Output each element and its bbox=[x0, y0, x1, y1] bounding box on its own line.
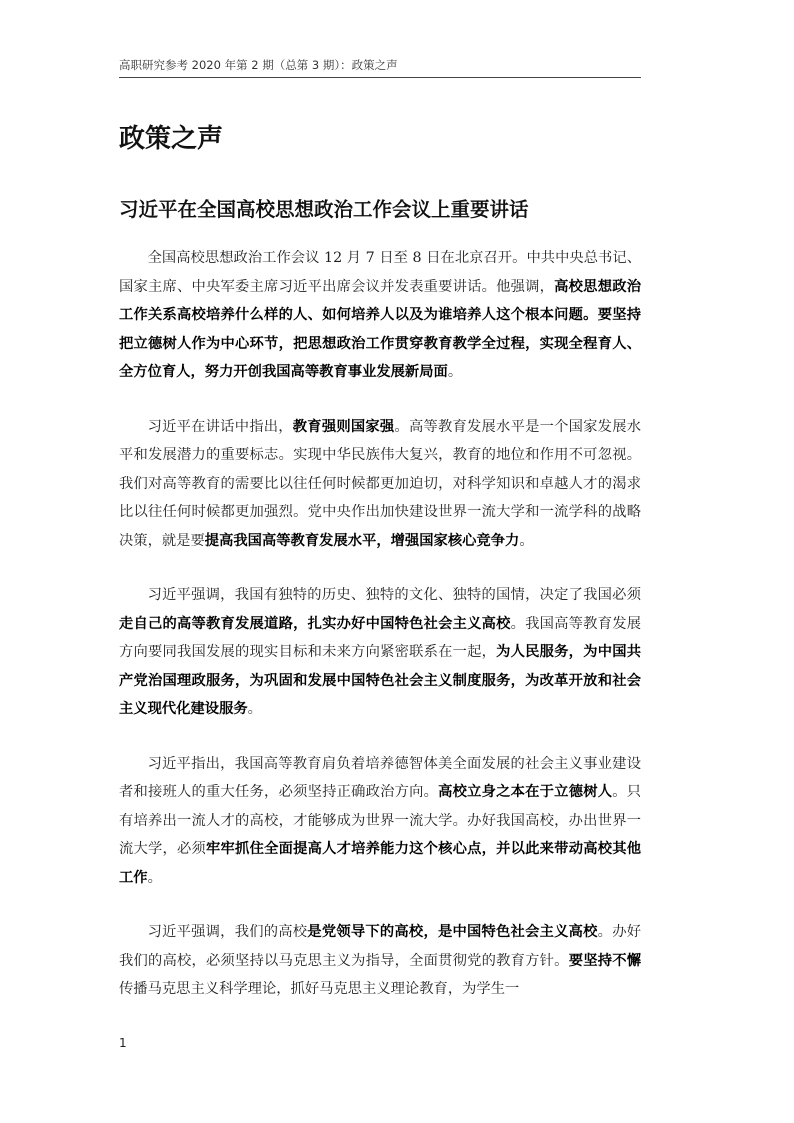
paragraph-4 bbox=[119, 750, 641, 893]
para-2-seg-1: 习近平在讲话中指出， bbox=[147, 418, 293, 435]
para-5-seg-4-bold: 要坚持不懈 bbox=[568, 952, 642, 969]
para-2-seg-3: 。高等教育发展水平是一个国家发展水平和发展潜力的重要标志。实现中华民族伟大复兴，教育的地位和作用不可忽视。我们对高等教育的需要比以往任何时候都更加迫切，对科学知识和卓越人才的渴求比以往任何时候都更加强烈。党中央作出加快建设世界一流大学和一流学科的战略决策，就是要 bbox=[119, 418, 642, 549]
para-2-seg-4-bold: 提高我国高等教育发展水平，增强国家核心竞争力 bbox=[204, 532, 520, 549]
page-number: 1 bbox=[119, 1036, 127, 1050]
para-4-seg-2-bold: 高校立身之本在于立德树人 bbox=[438, 784, 613, 800]
para-1-seg-3: 。 bbox=[447, 364, 463, 380]
para-4-seg-4-bold: 牢牢抓住全面提高人才培养能力这个核心点，并以此来带动高校其他工作 bbox=[119, 841, 642, 886]
article-body bbox=[119, 244, 641, 1030]
para-3-seg-2-bold: 走自己的高等教育发展道路，扎实办好中国特色社会主义高校 bbox=[119, 615, 511, 632]
paragraph-5 bbox=[119, 918, 641, 1004]
para-5-seg-2-bold: 是党领导下的高校，是中国特色社会主义高校 bbox=[307, 924, 598, 940]
para-2-seg-2-bold: 教育强则国家强 bbox=[292, 418, 395, 435]
para-4-seg-1: 习近平指出，我国高等教育肩负着培养德智体美全面发展的社会主义事业建设者和接班人的重大任务，必须坚持正确政治方向。 bbox=[119, 755, 641, 800]
para-2-seg-5: 。 bbox=[519, 532, 534, 549]
para-3-seg-3: 。我国高等教育发展方向要同我国发展的现实目标和未来方向紧密联系在一起， bbox=[119, 615, 641, 660]
para-3-seg-4-bold: 为人民服务，为中国共产党治国理政服务，为巩固和发展中国特色社会主义制度服务，为改革开放和社会主义现代化建设服务 bbox=[119, 644, 642, 717]
para-3-seg-1: 习近平强调，我国有独特的历史、独特的文化、独特的国情，决定了我国必须 bbox=[147, 587, 641, 603]
para-4-seg-3: 。只有培养出一流人才的高校，才能够成为世界一流大学。办好我国高校，办出世界一流大学，必须 bbox=[119, 784, 642, 857]
section-title: 政策之声 bbox=[119, 124, 224, 154]
paragraph-3 bbox=[119, 581, 641, 724]
article-title: 习近平在全国高校思想政治工作会议上重要讲话 bbox=[119, 198, 529, 221]
paragraph-2 bbox=[119, 413, 641, 556]
para-1-seg-1: 全国高校思想政治工作会议 12 月 7 日至 8 日在北京召开。中共中央总书记、国家主席、中央军委主席习近平出席会议并发表重要讲话。他强调， bbox=[119, 250, 641, 295]
para-5-seg-1: 习近平强调，我们的高校 bbox=[147, 924, 308, 940]
para-3-seg-5: 。 bbox=[247, 701, 262, 717]
para-5-seg-3: 。办好我们的高校，必须坚持以马克思主义为指导，全面贯彻党的教育方针。 bbox=[119, 924, 642, 969]
para-5-seg-5: 传播马克思主义科学理论，抓好马克思主义理论教育，为学生一 bbox=[119, 981, 520, 997]
running-header: 高职研究参考 2020 年第 2 期（总第 3 期）：政策之声 bbox=[119, 57, 641, 78]
para-4-seg-5: 。 bbox=[147, 869, 162, 886]
paragraph-1 bbox=[119, 244, 641, 387]
para-1-seg-2-bold: 高校思想政治工作关系高校培养什么样的人、如何培养人以及为谁培养人这个根本问题。要坚持把立德树人作为中心环节，把思想政治工作贯穿教育教学全过程，实现全程育人、全方位育人，努力开创我国高等教育事业发展新局面 bbox=[119, 278, 641, 380]
